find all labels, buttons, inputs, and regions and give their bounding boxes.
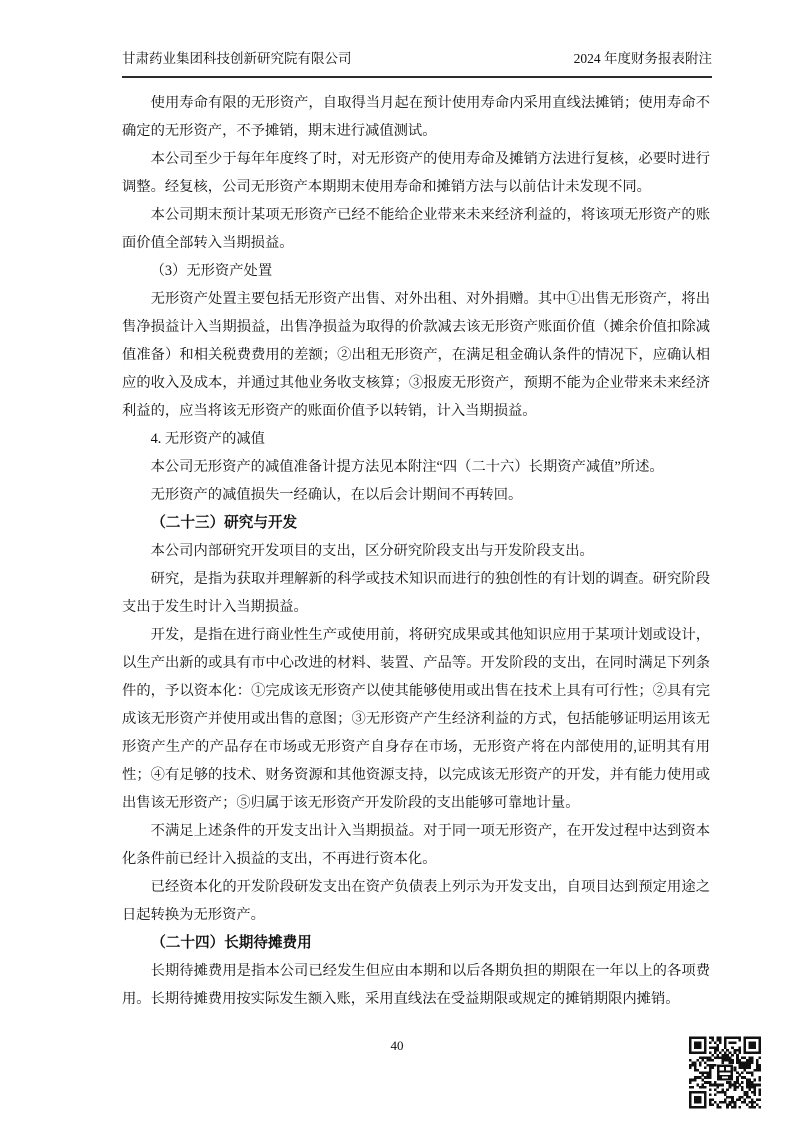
paragraph: 本公司无形资产的减值准备计提方法见本附注“四（二十六）长期资产减值”所述。 — [150, 459, 664, 475]
paragraph: 开发，是指在进行商业性生产或使用前，将研究成果或其他知识应用于某项计划或设计，以生产出新的或具有市中心改进的材料、装置、产品等。开发阶段的支出，在同时满足下列条件的，予以资本化：①完成该无形资产以使其能够使用或出售在技术上具有可行性；②具有完成该无形资产并使用或出售的意图；③无形资产产生经济利益的方式，包括能够证明运用该无形资产生产的产品存在市场或无形资产自身存在市场，无形资产将在内部使用的,证明其有用性；④有足够的技术、财务资源和其他资源支持，以完成该无形资产的开发，并有能力使用或出售该无形资产；⑤归属于该无形资产开发阶段的支出能够可靠地计量。 — [122, 627, 710, 811]
page-header — [122, 49, 712, 78]
paragraph: 无形资产的减值损失一经确认，在以后会计期间不再转回。 — [150, 487, 523, 503]
paragraph: 已经资本化的开发阶段研发支出在资产负债表上列示为开发支出，自项目达到预定用途之日起转换为无形资产。 — [122, 879, 710, 923]
paragraph: 无形资产处置主要包括无形资产出售、对外出租、对外捐赠。其中①出售无形资产，将出售净损益计入当期损益，出售净损益为取得的价款减去该无形资产账面价值（摊余价值扣除减值准备）和相关税费费用的差额；②出租无形资产，在满足租金确认条件的情况下，应确认相应的收入及成本，并通过其他业务收支核算；③报废无形资产，预期不能为企业带来未来经济利益的，应当将该无形资产的账面价值予以转销，计入当期损益。 — [122, 291, 710, 419]
paragraph: 本公司内部研究开发项目的支出，区分研究阶段支出与开发阶段支出。 — [150, 543, 594, 559]
header-company-name: 甘肃药业集团科技创新研究院有限公司 — [122, 51, 352, 66]
paragraph: 不满足上述条件的开发支出计入当期损益。对于同一项无形资产，在开发过程中达到资本化条件前已经计入损益的支出，不再进行资本化。 — [122, 823, 710, 867]
paragraph: 4. 无形资产的减值 — [150, 431, 265, 447]
paragraph: 本公司至少于每年年度终了时，对无形资产的使用寿命及摊销方法进行复核，必要时进行调整。经复核，公司无形资产本期期末使用寿命和摊销方法与以前估计未发现不同。 — [122, 151, 710, 195]
page-number: 40 — [390, 1038, 404, 1053]
document-body — [122, 89, 710, 1013]
section-heading: （二十三）研究与开发 — [151, 515, 298, 531]
header-doc-title: 2024 年度财务报表附注 — [573, 51, 712, 66]
paragraph: 使用寿命有限的无形资产，自取得当月起在预计使用寿命内采用直线法摊销；使用寿命不确定的无形资产，不予摊销，期末进行减值测试。 — [122, 95, 710, 139]
paragraph: 本公司期末预计某项无形资产已经不能给企业带来未来经济利益的，将该项无形资产的账面价值全部转入当期损益。 — [122, 207, 710, 251]
paragraph: （3）无形资产处置 — [150, 263, 273, 279]
paragraph: 长期待摊费用是指本公司已经发生但应由本期和以后各期负担的期限在一年以上的各项费用。长期待摊费用按实际发生额入账，采用直线法在受益期限或规定的摊销期限内摊销。 — [122, 963, 710, 1007]
section-heading: （二十四）长期待摊费用 — [151, 935, 312, 951]
qr-code — [689, 1036, 761, 1109]
paragraph: 研究，是指为获取并理解新的科学或技术知识而进行的独创性的有计划的调查。研究阶段支出于发生时计入当期损益。 — [122, 571, 710, 615]
